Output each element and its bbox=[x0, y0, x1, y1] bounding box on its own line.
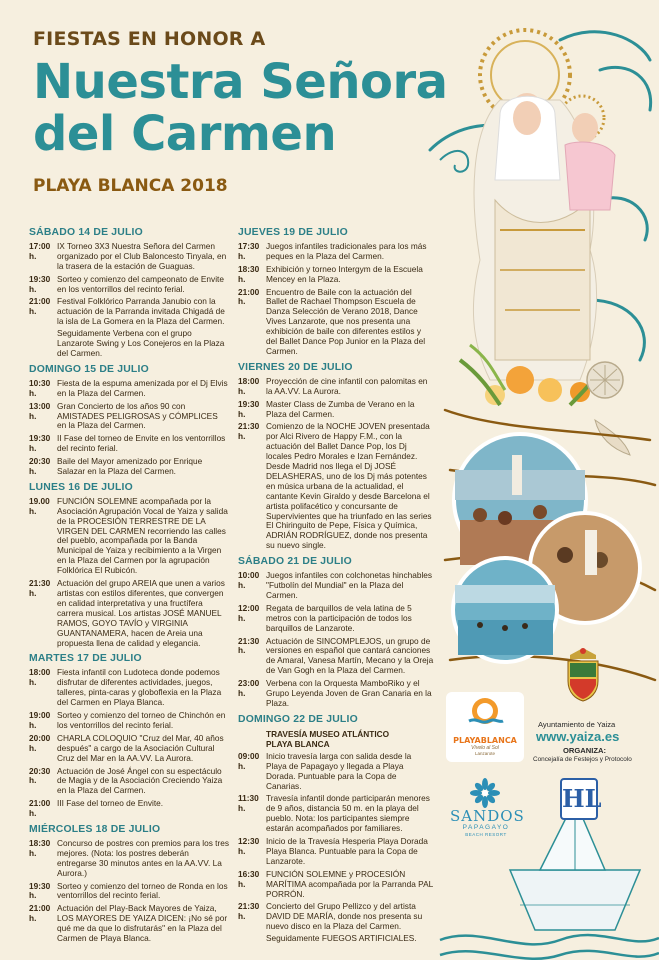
event-time: 12:00 h. bbox=[238, 602, 260, 623]
playablanca-logo bbox=[446, 692, 524, 762]
event-item bbox=[29, 297, 229, 327]
event-text: Comienzo de la NOCHE JOVEN presentada por Alci Rivero de Happy F.M., con la actuación del Ballet Dance Pop, los Dj locales Pedro Morales e Izan Fernández. Desde Madrid nos llega el Dj JOSÉ DELASHERAS, uno de los Dj más potentes en música urbana de la actualidad, el cantante Kevin Giraldo y desde Barcelona el artista polifacético y concursante de Supervivientes que ha triunfado en las series El Chiringuito de Pepe, Física y Química, ADRIÁN RODRÍGUEZ, donde nos presenta su nuevo single. bbox=[266, 421, 432, 551]
event-time: 10:30 h. bbox=[29, 377, 51, 398]
coat-of-arms-icon bbox=[562, 645, 604, 703]
event-time: 20:30 h. bbox=[29, 456, 51, 477]
event-text: Sorteo y comienzo del torneo de Ronda en los ventorrillos del recinto ferial. bbox=[57, 880, 228, 901]
event-time: 13:00 h. bbox=[29, 400, 51, 421]
sandos-resort: BEACH RESORT bbox=[465, 832, 507, 837]
hl-logo-text: HL bbox=[562, 784, 602, 813]
event-item bbox=[29, 799, 229, 819]
event-item bbox=[238, 242, 434, 262]
event-time: 16:30 h. bbox=[238, 868, 260, 889]
event-time: 19:30 h. bbox=[238, 398, 260, 419]
concejalia-label: Concejalía de Festejos y Protocolo bbox=[533, 756, 632, 763]
event-item bbox=[29, 767, 229, 797]
day-heading: SÁBADO 21 DE JULIO bbox=[238, 556, 352, 568]
main-title bbox=[33, 56, 463, 160]
event-time: 19.00 h. bbox=[29, 495, 50, 516]
event-time: 21:30 h. bbox=[238, 421, 260, 442]
event-time: 21:00 h. bbox=[29, 296, 51, 317]
shell-icon bbox=[587, 362, 630, 455]
event-text: Actuación del Play-Back Mayores de Yaiza, LOS MAYORES DE YAIZA DICEN: ¡No sé por qué me da que lo disfrutarás" en la Plaza del Carmen de Playa Blanca. bbox=[57, 903, 228, 944]
event-item bbox=[238, 400, 434, 420]
event-text: Festival Folklórico Parranda Janubio con la actuación de la Parranda invitada Chigadá de la isla de La Gomera en la Plaza del Carmen. bbox=[57, 296, 225, 327]
event-text: Gran Concierto de los años 90 con AMISTADES PELIGROSAS y CÓMPLICES en la Plaza del Carmen. bbox=[57, 400, 218, 431]
event-time: 18:30 h. bbox=[29, 837, 51, 858]
event-text: FUNCIÓN SOLEMNE y PROCESIÓN MARÍTIMA acompañada por la Parranda PAL PORRÓN. bbox=[266, 868, 433, 899]
event-item bbox=[238, 422, 434, 551]
event-text: Travesía infantil donde participarán menores de 9 años, distancia 50 m. en la playa del pueblo. Nota: los participantes siempre estarán acompañados por familiares. bbox=[266, 793, 430, 834]
event-text: Exhibición y torneo Intergym de la Escuela Mencey en la Plaza. bbox=[266, 263, 423, 284]
day-heading: DOMINGO 22 DE JULIO bbox=[238, 713, 358, 725]
event-time: 18:00 h. bbox=[238, 375, 260, 396]
event-item bbox=[29, 242, 229, 272]
day-heading: LUNES 16 DE JULIO bbox=[29, 481, 133, 493]
event-item bbox=[29, 579, 229, 648]
event-note: Seguidamente FUEGOS ARTIFICIALES. bbox=[266, 933, 417, 944]
event-item bbox=[29, 497, 229, 576]
event-item bbox=[29, 839, 229, 879]
event-item bbox=[238, 837, 434, 867]
event-text: Inicio travesía larga con salida desde la Playa de Papagayo y llegada a Playa Dorada. Puntuable para la Copa de Canarias. bbox=[266, 750, 412, 791]
sea-waves-bottom bbox=[440, 935, 659, 959]
event-text: Sorteo y comienzo del torneo de Chinchón en los ventorrillos del recinto ferial. bbox=[57, 709, 226, 730]
event-item bbox=[29, 275, 229, 295]
event-item bbox=[238, 288, 434, 357]
event-time: 12:30 h. bbox=[238, 836, 260, 856]
event-venue bbox=[266, 729, 434, 749]
event-time: 19:30 h. bbox=[29, 273, 51, 294]
sandos-name: SANDOS bbox=[450, 807, 525, 825]
venue-line-2: PLAYA BLANCA bbox=[266, 738, 330, 749]
event-text: Sorteo y comienzo del campeonato de Envite en los ventorrillos del recinto ferial. bbox=[57, 273, 224, 294]
event-item bbox=[238, 604, 434, 634]
day-heading: VIERNES 20 DE JULIO bbox=[238, 361, 353, 373]
super-title: FIESTAS EN HONOR A bbox=[33, 28, 266, 50]
event-text: IX Torneo 3X3 Nuestra Señora del Carmen organizado por el Club Baloncesto Tinyala, en la trasera de la estación de Guaguas. bbox=[57, 240, 227, 271]
event-text: Actuación de SINCOMPLEJOS, un grupo de versiones en español que cantará canciones de Amaral, Vanesa Martín, Mecano y la Oreja de Van Gogh en la Plaza del Carmen. bbox=[266, 635, 434, 676]
event-text: Fiesta infantil con Ludoteca donde podemos disfrutar de diferentes actividades, juegos, talleres, pinta-caras y globoflexia en la Plaza del Carmen en Playa Blanca. bbox=[57, 667, 222, 708]
event-item bbox=[29, 668, 229, 708]
hl-logo bbox=[560, 778, 602, 820]
subtitle: PLAYA BLANCA 2018 bbox=[33, 176, 228, 196]
header bbox=[33, 28, 463, 196]
playablanca-tagline: Vívelo al Sol bbox=[471, 745, 499, 751]
event-item bbox=[238, 377, 434, 397]
event-text: Regata de barquillos de vela latina de 5 metros con la participación de todos los barquillos de Lanzarote. bbox=[266, 602, 412, 633]
program-column-left bbox=[29, 228, 229, 947]
event-item bbox=[238, 265, 434, 285]
event-text: Concierto del Grupo Pellizco y del artista DAVID DE MARÍA, donde nos presenta su nuevo disco en la Plaza del Carmen. bbox=[266, 901, 423, 932]
event-time: 23:00 h. bbox=[238, 678, 260, 699]
event-time: 19:30 h. bbox=[29, 880, 51, 901]
event-text: CHARLA COLOQUIO "Cruz del Mar, 40 años después" a cargo de la Asociación Cultural Cruz del Mar en la AA.VV. La Aurora. bbox=[57, 732, 224, 763]
event-text: Proyección de cine infantil con palomitas en la AA.VV. La Aurora. bbox=[266, 375, 428, 396]
event-item bbox=[29, 379, 229, 399]
event-item bbox=[238, 752, 434, 792]
day-heading: SÁBADO 14 DE JULIO bbox=[29, 227, 143, 238]
event-time: 10:00 h. bbox=[238, 570, 260, 590]
event-item bbox=[29, 434, 229, 454]
event-text: Encuentro de Baile con la actuación del Ballet de Rachael Thompson Escuela de Danza Selección de Verano 2018, Dance Vives Lanzarote, que nos presenta una exhibición de baile con diferentes estilos y del Ballet Dance Pop Junior en la Plaza del Carmen. bbox=[266, 286, 426, 356]
title-line-2: del Carmen bbox=[33, 106, 337, 162]
event-time: 11:30 h. bbox=[238, 793, 259, 814]
event-time: 21:00 h. bbox=[29, 798, 51, 819]
event-item bbox=[238, 679, 434, 709]
day-heading: MIÉRCOLES 18 DE JULIO bbox=[29, 824, 161, 836]
event-text: Master Class de Zumba de Verano en la Plaza del Carmen. bbox=[266, 398, 415, 419]
event-time: 21:30 h. bbox=[29, 578, 51, 598]
event-item bbox=[29, 457, 229, 477]
event-item bbox=[29, 882, 229, 902]
website-link[interactable]: www.yaiza.es bbox=[536, 729, 620, 744]
day-heading: JUEVES 19 DE JULIO bbox=[238, 227, 348, 238]
event-time: 21:00 h. bbox=[29, 903, 51, 924]
event-item bbox=[238, 794, 434, 834]
event-time: 20:00 h. bbox=[29, 732, 51, 753]
event-text: FUNCIÓN SOLEMNE acompañada por la Asociación Agrupación Vocal de Yaiza y salida de la PROCESIÓN TERRESTRE DE LA VIRGEN DEL CARMEN recorriendo las calles del pueblo, acompañada por la Banda Municipal de Yaiza y recibimiento a la Virgen en la Plaza del Carmen por la agrupación Folklórica El Rubicón. bbox=[57, 495, 228, 576]
event-text: Baile del Mayor amenizado por Enrique Salazar en la Plaza del Carmen. bbox=[57, 456, 203, 477]
event-text: Concurso de postres con premios para los tres mejores. (Nota: los postres deberán entregarse 30 minutos antes en la AA.VV. La Aurora.) bbox=[57, 837, 230, 878]
ayuntamiento-label: Ayuntamiento de Yaiza bbox=[538, 720, 616, 729]
event-text: Inicio de la Travesía Hesperia Playa Dorada Playa Blanca. Puntuable para la Copa de Lanzarote. bbox=[266, 836, 428, 866]
event-item bbox=[29, 402, 229, 432]
event-text: Actuación del grupo AREIA que unen a varios artistas con estilos diferentes, que convergen en calidad interpretativa y una fructífera carrera musical. Los artistas JOSÉ MANUEL RAMOS, GOYO TAVÍO y VIRGINIA GUANTANAMERA, hacen de Areia una propuesta llena de calidad y elegancia. bbox=[57, 578, 225, 648]
event-text: Juegos infantiles tradicionales para los más peques en la Plaza del Carmen. bbox=[266, 240, 427, 261]
event-text: III Fase del torneo de Envite. bbox=[57, 798, 164, 809]
event-time: 17:30 h. bbox=[238, 240, 260, 261]
venue-line-1: TRAVESÍA MUSEO ATLÁNTICO bbox=[266, 728, 390, 739]
program-column-right bbox=[238, 228, 434, 947]
playablanca-tagline-2: Lanzarote bbox=[474, 751, 495, 756]
event-text: Verbena con la Orquesta MamboRiko y el Grupo Leyenda Joven de Gran Canaria en la Plaza. bbox=[266, 678, 432, 708]
event-note: Seguidamente Verbena con el grupo Lanzarote Swing y Los Conejeros en la Plaza del Carmen. bbox=[57, 328, 225, 358]
event-time: 21:30 h. bbox=[238, 635, 260, 656]
sandos-flower-icon bbox=[470, 778, 500, 808]
event-time: 19:00 h. bbox=[29, 709, 51, 730]
event-item bbox=[238, 870, 434, 900]
event-item bbox=[238, 571, 434, 601]
event-time: 21:30 h. bbox=[238, 901, 260, 922]
event-text: Actuación de José Ángel con su espectáculo de Magia y de la Asociación Creciendo Yaiza en la Plaza del Carmen. bbox=[57, 765, 223, 796]
event-time: 18:30 h. bbox=[238, 263, 260, 284]
event-time: 19:30 h. bbox=[29, 433, 51, 454]
event-text: II Fase del torneo de Envite en los ventorrillos del recinto ferial. bbox=[57, 433, 226, 454]
event-text: Fiesta de la espuma amenizada por el Dj Elvis en la Plaza del Carmen. bbox=[57, 377, 228, 398]
organiza-label: ORGANIZA: bbox=[563, 746, 607, 755]
sandos-subname: PAPAGAYO bbox=[462, 824, 510, 831]
title-line-1: Nuestra Señora bbox=[33, 54, 448, 110]
event-time: 09:00 h. bbox=[238, 750, 260, 771]
sun-sea-icon bbox=[465, 695, 505, 731]
virgin-statue-icon bbox=[473, 93, 615, 380]
event-item bbox=[29, 711, 229, 731]
event-time: 20:30 h. bbox=[29, 765, 51, 786]
day-heading: MARTES 17 DE JULIO bbox=[29, 653, 142, 665]
event-item bbox=[238, 637, 434, 677]
event-item bbox=[238, 902, 434, 932]
day-heading: DOMINGO 15 DE JULIO bbox=[29, 363, 149, 375]
event-time: 18:00 h. bbox=[29, 667, 51, 688]
event-item bbox=[29, 904, 229, 944]
event-time: 21:00 h. bbox=[238, 286, 260, 307]
playablanca-name: PLAYABLANCA bbox=[453, 736, 517, 745]
event-text: Juegos infantiles con colchonetas hinchables "Futbolín del Mundial" en la Plaza del Carmen. bbox=[266, 570, 433, 600]
event-item bbox=[29, 734, 229, 764]
sea-photo bbox=[453, 558, 557, 662]
event-time: 17:00 h. bbox=[29, 240, 51, 261]
